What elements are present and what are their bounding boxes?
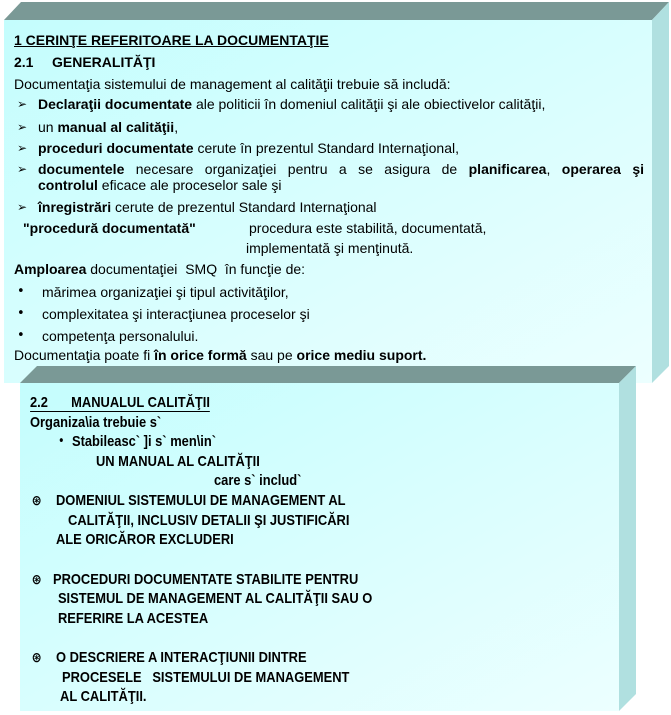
manual-heading-number: 2.2 [30, 394, 48, 411]
bullet-dot-icon: • [17, 328, 25, 343]
content-line: DOMENIUL SISTEMULUI DE MANAGEMENT AL [55, 492, 346, 509]
factor-text: complexitatea şi interacţiunea proceselor şi [42, 306, 310, 322]
circled-asterisk-bullet-icon: ⊛ [31, 493, 42, 509]
section-heading: 1 CERINŢE REFERITOARE LA DOCUMENTAŢIE [14, 32, 329, 48]
requirement-bold: manual al calităţii [57, 119, 175, 135]
factor-text: competenţa personalului. [42, 328, 199, 344]
manual-heading-title: MANUALUL CALITĂŢII [71, 394, 210, 411]
requirement-rest: ale politicii în domeniul calităţii şi ale obiectivelor calităţii, [192, 96, 546, 112]
requirement-pre: un [38, 119, 58, 135]
closing-part: sau pe [246, 347, 297, 363]
closing-bold: în orice formă [154, 347, 247, 363]
arrow-bullet-icon: ➢ [17, 200, 28, 214]
manual-action-item [58, 433, 402, 451]
content-line: PROCEDURI DOCUMENTATE STABILITE PENTRU [52, 571, 359, 588]
content-line: O DESCRIERE A INTERACŢIUNII DINTRE [55, 649, 307, 666]
requirement-rest: eficace ale proceselor sale şi [97, 177, 282, 193]
requirement-bold: documentele [38, 161, 125, 177]
requirement-bold: Declaraţii documentate [38, 96, 193, 112]
bullet-dot-icon: • [57, 434, 65, 449]
bullet-dot-icon: • [17, 306, 25, 321]
content-line: SISTEMUL DE MANAGEMENT AL CALITĂŢII SAU O [57, 590, 373, 607]
manual-action: Stabileasc` ]i s` men\in` [71, 433, 217, 450]
manual-intro: Organiza\ia trebuie s` [30, 414, 162, 431]
scope-rest: documentaţiei SMQ în funcţie de: [86, 261, 306, 277]
requirement-rest: cerute de prezentul Standard Internaţional [111, 199, 377, 215]
requirement-rest: , [174, 119, 179, 135]
definition-term: "procedură documentată" [23, 220, 196, 236]
closing-part: Documentaţia poate fi [14, 347, 155, 363]
subsection-number: 2.1 [14, 54, 34, 70]
manual-heading [30, 394, 210, 412]
manual-object: UN MANUAL AL CALITĂŢII [95, 453, 260, 470]
content-line: PROCESELE SISTEMULUI DE MANAGEMENT [62, 669, 350, 686]
circled-asterisk-bullet-icon: ⊛ [31, 572, 42, 588]
subsection-title: GENERALITĂŢI [52, 54, 156, 70]
requirement-bold: operarea şi [561, 161, 644, 177]
manual-includes: care s` includ` [213, 472, 302, 489]
definition-line1: procedura este stabilită, documentată, [249, 220, 487, 236]
content-line: REFERIRE LA ACESTEA [57, 610, 209, 627]
circled-asterisk-bullet-icon: ⊛ [31, 650, 42, 666]
arrow-bullet-icon: ➢ [17, 97, 28, 111]
arrow-bullet-icon: ➢ [17, 141, 28, 155]
definition-line2: implementată şi menţinută. [246, 240, 414, 256]
requirement-bold: proceduri documentate [38, 140, 194, 156]
closing-bold: orice mediu suport. [296, 347, 427, 363]
requirement-rest: , [546, 161, 562, 177]
requirement-bold: înregistrări [38, 199, 112, 215]
intro-text: Documentaţia sistemului de management al calităţii trebuie să includă: [14, 76, 451, 92]
scope-bold: Amploarea [14, 261, 87, 277]
requirement-rest: cerute în prezentul Standard Internaţional, [193, 140, 459, 156]
requirement-bold: controlul [38, 177, 98, 193]
bullet-dot-icon: • [17, 284, 25, 299]
requirement-bold: planificarea [468, 161, 547, 177]
arrow-bullet-icon: ➢ [17, 162, 28, 176]
requirement-rest: necesare organizaţiei pentru a se asigura de [124, 161, 469, 177]
manual-content-item [32, 492, 548, 510]
content-line: CALITĂŢII, INCLUSIV DETALII ŞI JUSTIFICĂRI [68, 512, 350, 529]
manual-content-item [32, 649, 548, 667]
content-line: ALE ORICĂROR EXCLUDERI [55, 531, 234, 548]
content-line: AL CALITĂŢII. [60, 688, 147, 705]
arrow-bullet-icon: ➢ [17, 120, 28, 134]
factor-text: mărimea organizaţiei şi tipul activităţilor, [42, 284, 289, 300]
manual-content-item [32, 571, 548, 589]
